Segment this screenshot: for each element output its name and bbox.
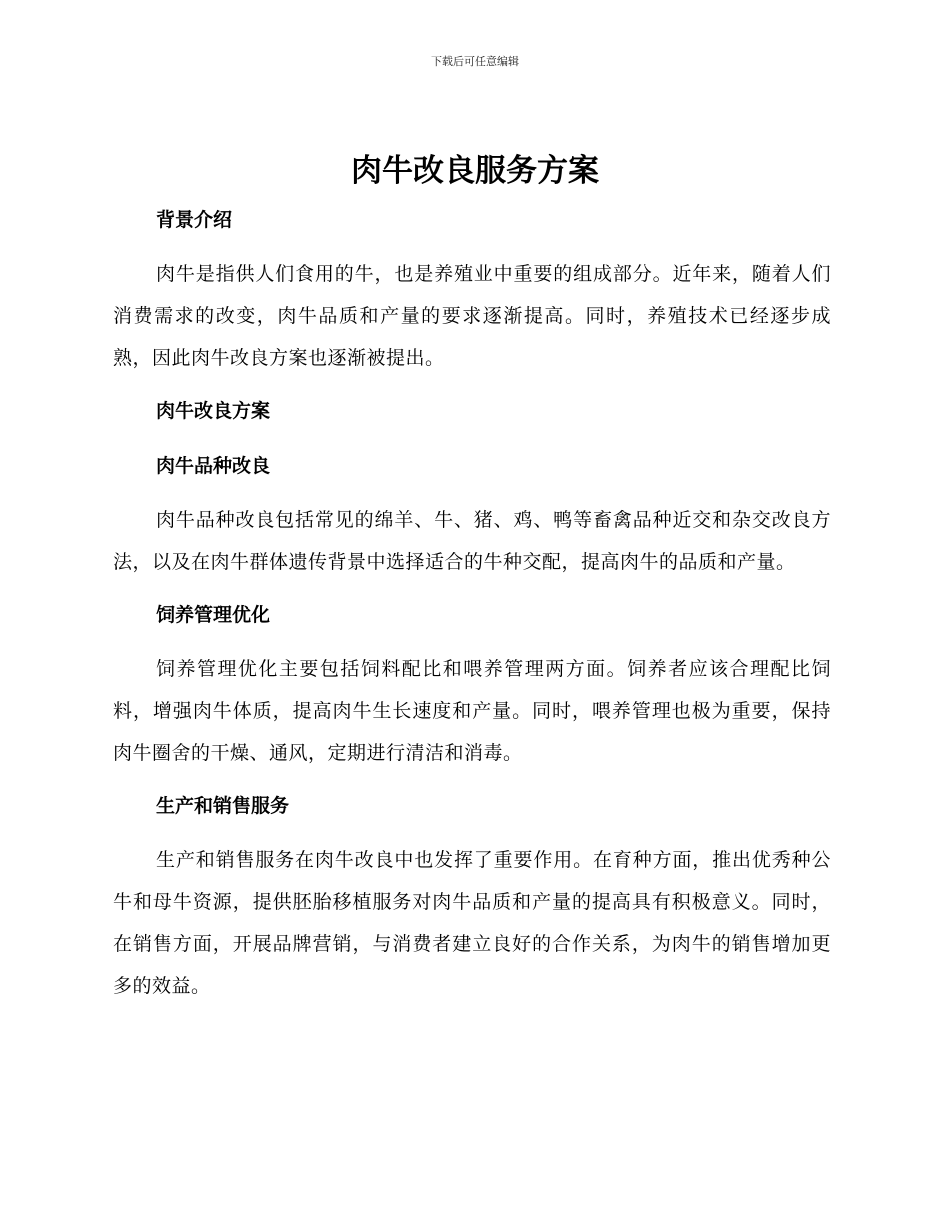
section-heading-improvement-plan: 肉牛改良方案 — [156, 400, 271, 422]
section-heading-breed-improvement: 肉牛品种改良 — [156, 455, 271, 477]
section-paragraph-breed-improvement: 肉牛品种改良包括常见的绵羊、牛、猪、鸡、鸭等畜禽品种近交和杂交改良方法，以及在肉牛群体遗传背景中选择适合的牛种交配，提高肉牛的品质和产量。 — [113, 509, 831, 573]
section-paragraph-production-sales: 生产和销售服务在肉牛改良中也发挥了重要作用。在育种方面，推出优秀种公牛和母牛资源，提供胚胎移植服务对肉牛品质和产量的提高具有积极意义。同时，在销售方面，开展品牌营销，与消费者建立良好的合作关系，为肉牛的销售增加更多的效益。 — [113, 849, 831, 997]
section-heading-feeding-management: 饲养管理优化 — [156, 604, 271, 626]
section-heading-production-sales: 生产和销售服务 — [156, 795, 290, 817]
header-note: 下载后可任意编辑 — [431, 55, 519, 68]
document-body — [113, 198, 831, 1007]
section-paragraph-feeding-management: 饲养管理优化主要包括饲料配比和喂养管理两方面。饲养者应该合理配比饲料，增强肉牛体质，提高肉牛生长速度和产量。同时，喂养管理也极为重要，保持肉牛圈舍的干燥、通风，定期进行清洁和消毒。 — [113, 658, 831, 764]
document-title: 肉牛改良服务方案 — [351, 153, 599, 189]
section-heading-background: 背景介绍 — [156, 209, 233, 231]
section-paragraph-background: 肉牛是指供人们食用的牛，也是养殖业中重要的组成部分。近年来，随着人们消费需求的改变，肉牛品质和产量的要求逐渐提高。同时，养殖技术已经逐步成熟，因此肉牛改良方案也逐渐被提出。 — [113, 263, 831, 369]
